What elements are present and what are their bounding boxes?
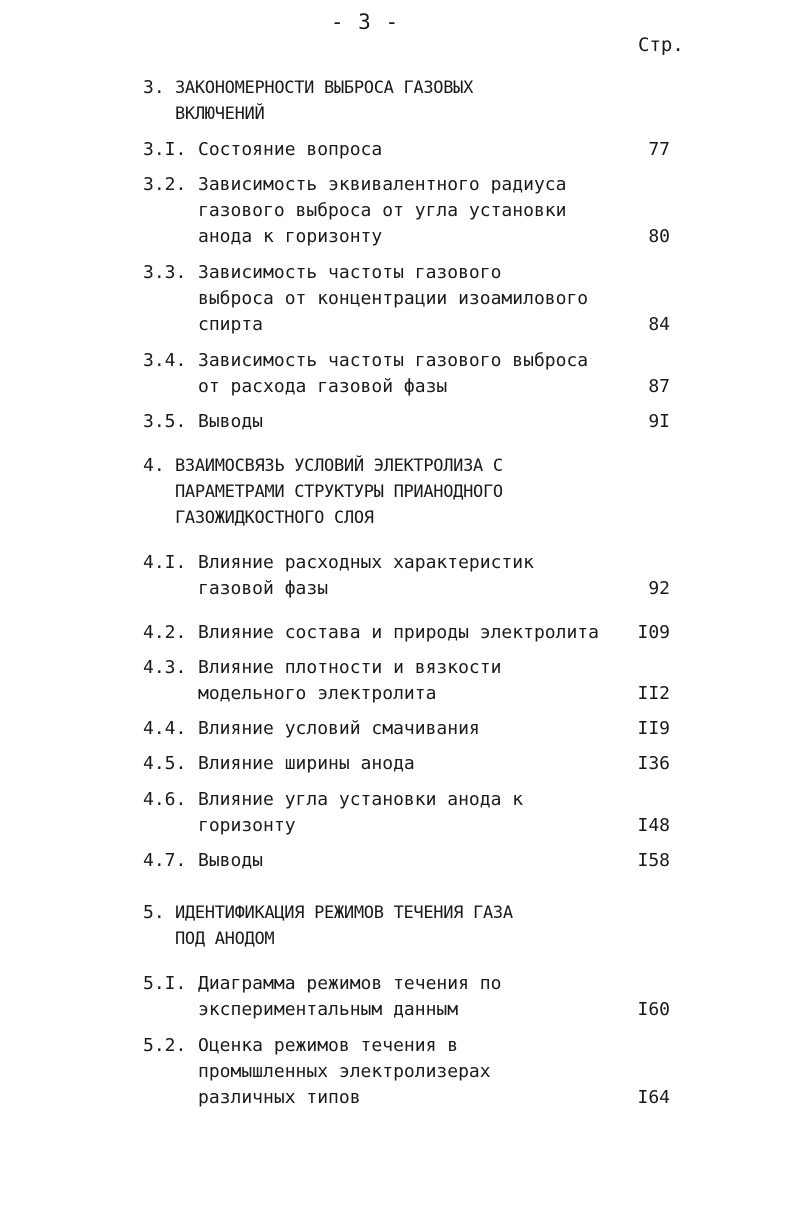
- toc-item-title: Влияние условий смачивания: [198, 718, 480, 739]
- toc-item-title: Зависимость частоты газового: [198, 262, 502, 283]
- toc-item-title: Влияние угла установки анода к: [198, 789, 524, 810]
- chapter-number: 4.: [143, 455, 165, 476]
- toc-item-page: 92: [648, 578, 670, 599]
- chapter-title-line: ЗАКОНОМЕРНОСТИ ВЫБРОСА ГАЗОВЫХ: [175, 78, 474, 98]
- toc-item-number: 4.4.: [143, 718, 187, 739]
- toc-item-number: 5.I.: [143, 973, 187, 994]
- toc-item-page: I58: [637, 850, 670, 871]
- toc-item-title: газовой фазы: [198, 578, 329, 599]
- toc-item-title: Влияние расходных характеристик: [198, 552, 534, 573]
- chapter-number: 3.: [143, 77, 165, 98]
- toc-item-number: 3.2.: [143, 174, 187, 195]
- toc-item-number: 4.2.: [143, 622, 187, 643]
- chapter-title-line: ГАЗОЖИДКОСТНОГО СЛОЯ: [175, 508, 374, 528]
- toc-item-title: Диаграмма режимов течения по: [198, 973, 502, 994]
- toc-item-title: горизонту: [198, 815, 296, 836]
- chapter-title-line: ВЗАИМОСВЯЗЬ УСЛОВИЙ ЭЛЕКТРОЛИЗА С: [175, 456, 503, 476]
- toc-item-page: II9: [637, 718, 670, 739]
- toc-item-title: газового выброса от угла установки: [198, 200, 567, 221]
- toc-item-title: спирта: [198, 314, 264, 335]
- toc-item-page: I48: [637, 815, 670, 836]
- toc-item-page: 84: [648, 314, 670, 335]
- toc-item-title: промышленных электролизерах: [198, 1061, 491, 1082]
- toc-item-title: Оценка режимов течения в: [198, 1035, 459, 1056]
- toc-item-title: Влияние состава и природы электролита: [198, 622, 599, 643]
- toc-item-title: выброса от концентрации изоамилового: [198, 288, 589, 309]
- toc-item-number: 5.2.: [143, 1035, 187, 1056]
- chapter-title-line: ПОД АНОДОМ: [175, 929, 275, 949]
- toc-item-page: 80: [648, 226, 670, 247]
- toc-item-title: Влияние ширины анода: [198, 753, 415, 774]
- toc-item-number: 3.I.: [143, 139, 187, 160]
- toc-item-number: 4.3.: [143, 657, 187, 678]
- page-number: - 3 -: [330, 10, 400, 34]
- toc-item-title: модельного электролита: [198, 683, 437, 704]
- chapter-number: 5.: [143, 902, 165, 923]
- chapter-title-line: ПАРАМЕТРАМИ СТРУКТУРЫ ПРИАНОДНОГО: [175, 482, 503, 502]
- toc-item-title: экспериментальным данным: [198, 999, 459, 1020]
- toc-item-number: 4.5.: [143, 753, 187, 774]
- toc-item-number: 3.5.: [143, 411, 187, 432]
- toc-item-number: 4.6.: [143, 789, 187, 810]
- toc-item-title: Зависимость частоты газового выброса: [198, 350, 589, 371]
- toc-item-number: 4.7.: [143, 850, 187, 871]
- toc-item-page: I64: [637, 1087, 670, 1108]
- page-column-label: Стр.: [638, 34, 684, 56]
- toc-item-page: II2: [637, 683, 670, 704]
- toc-item-title: Влияние плотности и вязкости: [198, 657, 502, 678]
- toc-item-page: I09: [637, 622, 670, 643]
- toc-item-number: 4.I.: [143, 552, 187, 573]
- toc-item-title: различных типов: [198, 1087, 361, 1108]
- toc-item-page: 77: [648, 139, 670, 160]
- toc-item-title: Состояние вопроса: [198, 139, 383, 160]
- toc-item-title: Выводы: [198, 850, 264, 871]
- chapter-title-line: ВКЛЮЧЕНИЙ: [175, 104, 265, 124]
- toc-item-title: Выводы: [198, 411, 264, 432]
- toc-item-title: от расхода газовой фазы: [198, 376, 448, 397]
- toc-item-number: 3.4.: [143, 350, 187, 371]
- toc-item-number: 3.3.: [143, 262, 187, 283]
- chapter-title-line: ИДЕНТИФИКАЦИЯ РЕЖИМОВ ТЕЧЕНИЯ ГАЗА: [175, 903, 513, 923]
- toc-item-title: анода к горизонту: [198, 226, 383, 247]
- toc-item-title: Зависимость эквивалентного радиуса: [198, 174, 567, 195]
- toc-item-page: 9I: [648, 411, 670, 432]
- toc-item-page: 87: [648, 376, 670, 397]
- toc-item-page: I36: [637, 753, 670, 774]
- toc-item-page: I60: [637, 999, 670, 1020]
